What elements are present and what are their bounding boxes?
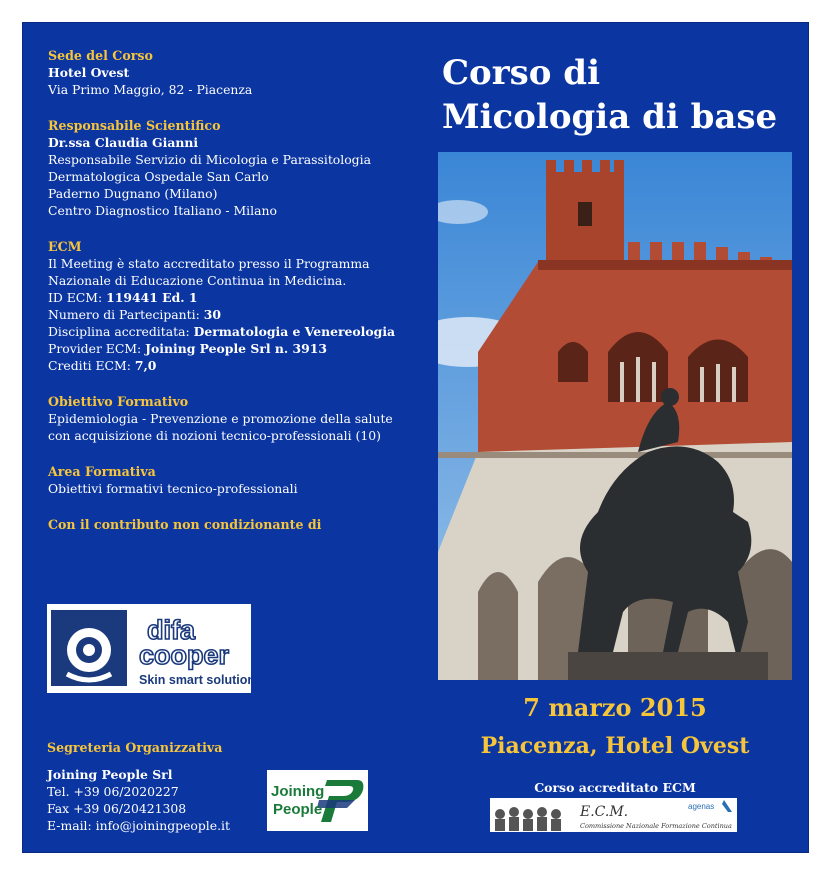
difa-tagline: Skin smart solutions	[139, 673, 251, 687]
difa-text: difa	[147, 615, 196, 645]
segreteria-email[interactable]: E-mail: info@joiningpeople.it	[47, 818, 230, 833]
responsabile-line: Paderno Dugnano (Milano)	[48, 186, 218, 201]
ecm-id-value: 119441 Ed. 1	[106, 290, 198, 305]
ecm-logo	[490, 798, 737, 832]
contributo-heading: Con il contributo non condizionante di	[48, 517, 322, 532]
responsabile-heading: Responsabile Scientifico	[48, 118, 221, 133]
ecm-provider	[48, 340, 408, 357]
info-column	[48, 47, 408, 552]
segreteria-fax: Fax +39 06/20421308	[47, 801, 187, 816]
ecm-discipline-value: Dermatologia e Venereologia	[193, 324, 396, 339]
title-line: Corso di	[442, 53, 600, 93]
ecm-credits-value: 7,0	[134, 358, 157, 373]
obiettivo-heading: Obiettivo Formativo	[48, 394, 189, 409]
ecm-participants-value: 30	[203, 307, 221, 322]
ecm-credits	[48, 357, 408, 374]
ecm-intro: Il Meeting è stato accreditato presso il Programma	[48, 256, 370, 271]
difa-cooper-logo-graphic	[47, 604, 251, 693]
difa-cooper-logo	[47, 604, 251, 693]
responsabile-line: Responsabile Servizio di Micologia e Parassitologia	[48, 152, 371, 167]
accreditation-label: Corso accreditato ECM	[534, 780, 696, 795]
ecm-subtitle: Commissione Nazionale Formazione Continua	[580, 822, 732, 830]
obiettivo-line: con acquisizione di nozioni tecnico-professionali (10)	[48, 428, 381, 443]
palazzo-gotico-photo	[438, 152, 792, 680]
segreteria-name: Joining People Srl	[47, 767, 173, 782]
section-ecm	[48, 238, 408, 374]
ecm-id	[48, 289, 408, 306]
section-sede	[48, 47, 408, 98]
sede-address: Via Primo Maggio, 82 - Piacenza	[48, 82, 253, 97]
obiettivo-line: Epidemiologia - Prevenzione e promozione della salute	[48, 411, 393, 426]
ecm-provider-value: Joining People Srl n. 3913	[145, 341, 327, 356]
sede-name: Hotel Ovest	[48, 65, 130, 80]
section-responsabile	[48, 117, 408, 219]
section-obiettivo	[48, 393, 408, 444]
sede-heading: Sede del Corso	[48, 48, 153, 63]
cooper-text: cooper	[139, 640, 230, 670]
responsabile-line: Centro Diagnostico Italiano - Milano	[48, 203, 277, 218]
area-heading: Area Formativa	[48, 464, 156, 479]
responsabile-line: Dermatologica Ospedale San Carlo	[48, 169, 269, 184]
ecm-provider-label: Provider ECM:	[48, 341, 146, 356]
joining-people-logo	[267, 770, 368, 831]
title-line: Micologia di base	[442, 97, 778, 137]
responsabile-name: Dr.ssa Claudia Gianni	[48, 135, 199, 150]
ecm-heading: ECM	[48, 239, 82, 254]
section-segreteria	[47, 739, 230, 834]
ecm-intro: Nazionale di Educazione Continua in Medicina.	[48, 273, 347, 288]
jp-joining-text: Joining	[271, 783, 325, 800]
jp-people-text: People	[273, 801, 323, 818]
ecm-discipline	[48, 323, 408, 340]
course-title	[442, 51, 777, 139]
section-contributo	[48, 516, 408, 533]
brochure-panel	[22, 22, 809, 853]
agenas-text: agenas	[688, 802, 715, 811]
ecm-id-label: ID ECM:	[48, 290, 107, 305]
palazzo-illustration	[438, 152, 792, 680]
ecm-participants	[48, 306, 408, 323]
segreteria-heading: Segreteria Organizzativa	[47, 740, 223, 755]
joining-people-logo-graphic	[267, 770, 368, 831]
ecm-title: E.C.M.	[580, 804, 629, 820]
event-place: Piacenza, Hotel Ovest	[480, 733, 750, 759]
ecm-discipline-label: Disciplina accreditata:	[48, 324, 194, 339]
area-text: Obiettivi formativi tecnico-professionali	[48, 481, 298, 496]
section-area	[48, 463, 408, 497]
segreteria-tel: Tel. +39 06/2020227	[47, 784, 179, 799]
ecm-credits-label: Crediti ECM:	[48, 358, 135, 373]
event-date: 7 marzo 2015	[523, 693, 707, 722]
ecm-participants-label: Numero di Partecipanti:	[48, 307, 204, 322]
ecm-logo-graphic	[490, 798, 737, 832]
